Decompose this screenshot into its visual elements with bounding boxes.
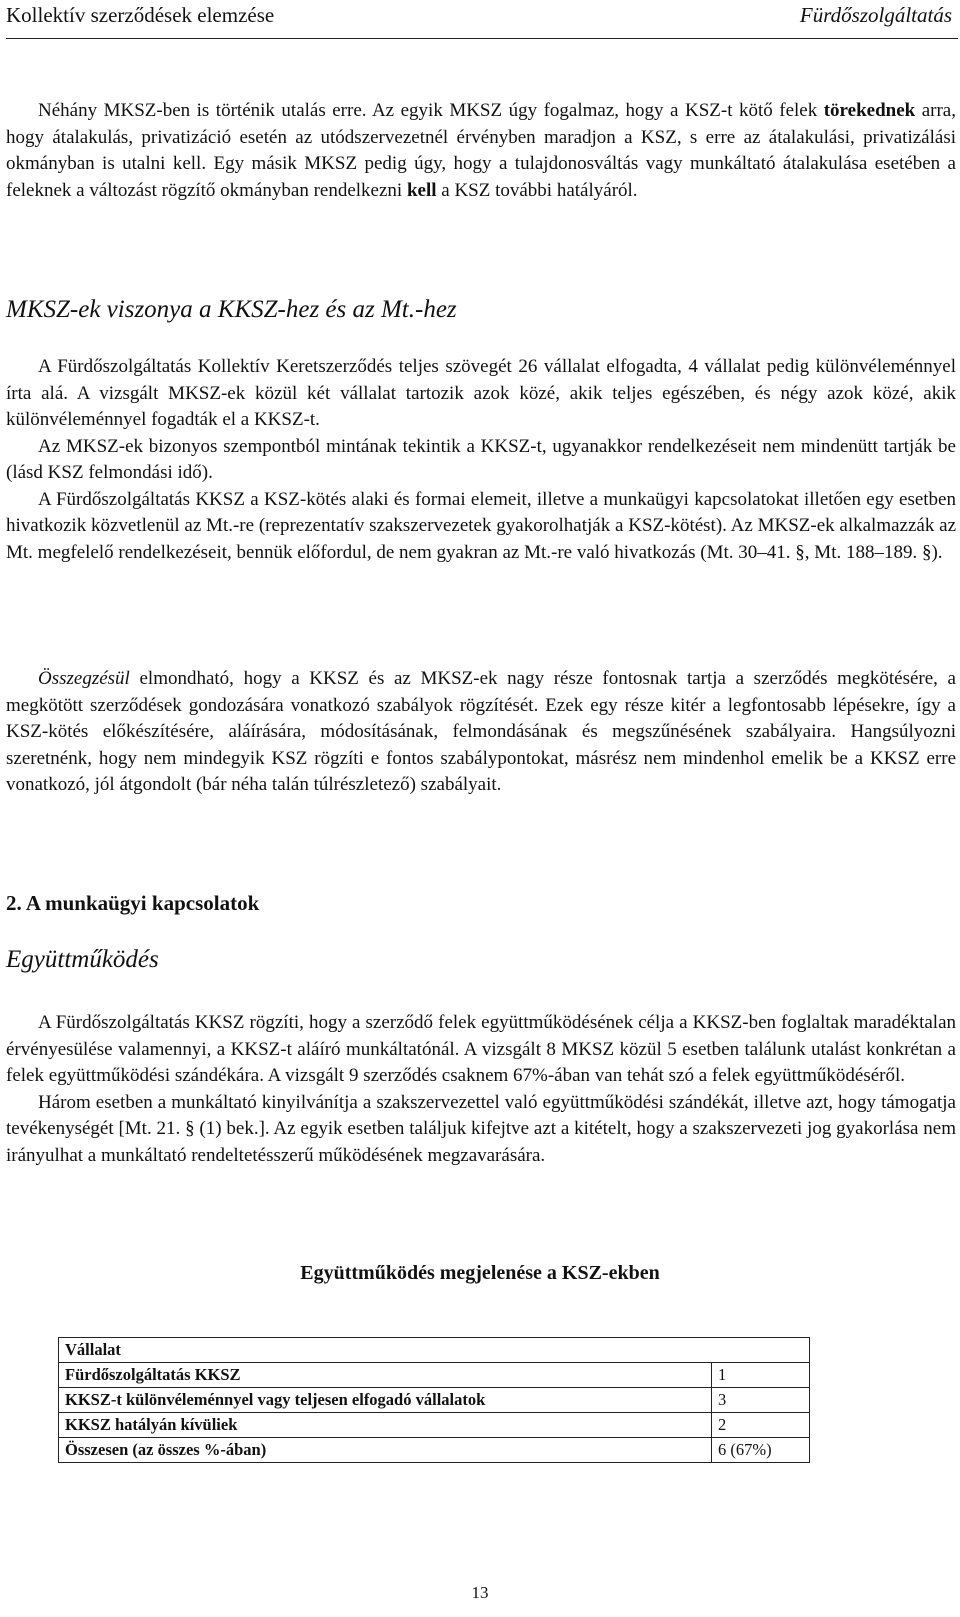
table-cell-label: Fürdőszolgáltatás KKSZ (59, 1363, 712, 1388)
section-2-heading: 2. A munkaügyi kapcsolatok (6, 891, 260, 915)
section-heading-mksz: MKSZ-ek viszonya a KKSZ-hez és az Mt.-hez (6, 296, 457, 323)
table-row (59, 1363, 810, 1388)
table-header-row (59, 1338, 810, 1363)
mksz-paragraph-1: A Fürdőszolgáltatás Kollektív Keretszerződés teljes szövegét 26 vállalat elfogadta, 4 vállalat pedig különvéleménnyel írta alá. A vizsgált MKSZ-ek közül két vállalat tartozik azok közé, akik teljes egészében, és négy azok közé, akik különvéleménnyel fogadták el a KKSZ-t. (6, 356, 956, 430)
cooperation-paragraph-2: Három esetben a munkáltató kinyilvánítja a szakszervezettel való együttműködési szándékát, illetve azt, hogy támogatja tevékenységét [Mt. 21. § (1) bek.]. Az egyik esetben találjuk kifejtve azt a kitételt, hogy a szakszervezeti jog gyakorlása nem irányulhat a munkáltató rendeltetésszerű működésének megzavarására. (6, 1091, 956, 1166)
mksz-paragraph-2: Az MKSZ-ek bizonyos szempontból mintának tekintik a KKSZ-t, ugyanakkor rendelkezéseit nem mindenütt tartják be (lásd KSZ felmondási idő). (6, 435, 956, 483)
table-title: Együttműködés megjelenése a KSZ-ekben (300, 1262, 660, 1284)
summary-lead: Összegzésül (38, 668, 130, 689)
header-title: Kollektív szerződések elemzése (6, 3, 275, 27)
table-cell-value: 2 (712, 1413, 810, 1438)
table-cell-value: 6 (67%) (712, 1438, 810, 1463)
intro-emphasis-1: törekednek (823, 100, 916, 121)
table-cell-label: Összesen (az összes %-ában) (59, 1438, 712, 1463)
section-2-subheading: Együttműködés (6, 946, 159, 973)
table-cell-label: KKSZ-t különvéleménnyel vagy teljesen elfogadó vállalatok (59, 1388, 712, 1413)
cooperation-paragraphs (6, 1010, 956, 1169)
summary-paragraph (6, 666, 956, 799)
cooperation-paragraph-1: A Fürdőszolgáltatás KKSZ rögzíti, hogy a szerződő felek együttműködésének célja a KKSZ-ben foglaltak maradéktalan érvényesülése valamennyi, a KKSZ-t aláíró munkáltatónál. A vizsgált 8 MKSZ közül 5 esetben találunk utalást konkrétan a felek együttműködési szándékára. A vizsgált 9 szerződés csaknem 67%-ában van tehát szó a felek együttműködéséről. (6, 1012, 956, 1086)
mksz-paragraph-3: A Fürdőszolgáltatás KKSZ a KSZ-kötés alaki és formai elemeit, illetve a munkaügyi kapcsolatokat illetően egy esetben hivatkozik közvetlenül az Mt.-re (reprezentatív szakszervezetek gyakorolhatják a KSZ-kötést). Az MKSZ-ek alkalmazzák az Mt. megfelelő rendelkezéseit, bennük előfordul, de nem gyakran az Mt.-re való hivatkozás (Mt. 30–41. §, Mt. 188–189. §). (6, 488, 956, 563)
intro-emphasis-2: kell (406, 179, 437, 201)
cooperation-table (58, 1337, 810, 1463)
table-cell-value: 3 (712, 1388, 810, 1413)
intro-text-1: Néhány MKSZ-ben is történik utalás erre. Az egyik MKSZ úgy fogalmaz, hogy a KSZ-t kötő felek (38, 100, 824, 121)
table-cell-label: KKSZ hatályán kívüliek (59, 1413, 712, 1438)
mksz-paragraphs (6, 354, 956, 566)
table-row (59, 1438, 810, 1463)
table-header-cell: Vállalat (59, 1338, 810, 1363)
table-row (59, 1388, 810, 1413)
intro-text-2: arra, hogy átalakulás, privatizáció esetén az utódszervezetnél érvényben maradjon a KSZ, s erre az átalakulási, privatizálási okmányban is utalni kell. Egy másik MKSZ pedig úgy, hogy a tulajdonosváltás vagy munkáltató átalakulása esetében a feleknek a változást rögzítő okmányban rendelkezni (6, 100, 956, 201)
table-row (59, 1413, 810, 1438)
header-section: Fürdőszolgáltatás (799, 3, 952, 27)
running-header (6, 0, 958, 39)
summary-text: elmondható, hogy a KKSZ és az MKSZ-ek nagy része fontosnak tartja a szerződés megkötésére, a megkötött szerződések gondozására vonatkozó szabályok rögzítését. Ezek egy része kitér a legfontosabb lépésekre, így a KSZ-kötés előkészítésére, aláírására, módosításának, felmondásának és megszűnésének szabályaira. Hangsúlyozni szeretnénk, hogy nem mindegyik KSZ rögzíti e fontos szabálypontokat, másrész nem mindenhol emelik be a KKSZ erre vonatkozó, jól átgondolt (bár néha talán túlrészletező) szabályait. (6, 668, 956, 795)
intro-text-3: a KSZ további hatályáról. (436, 179, 638, 201)
table-cell-value: 1 (712, 1363, 810, 1388)
page-number: 13 (471, 1583, 489, 1602)
intro-paragraph (6, 98, 956, 204)
